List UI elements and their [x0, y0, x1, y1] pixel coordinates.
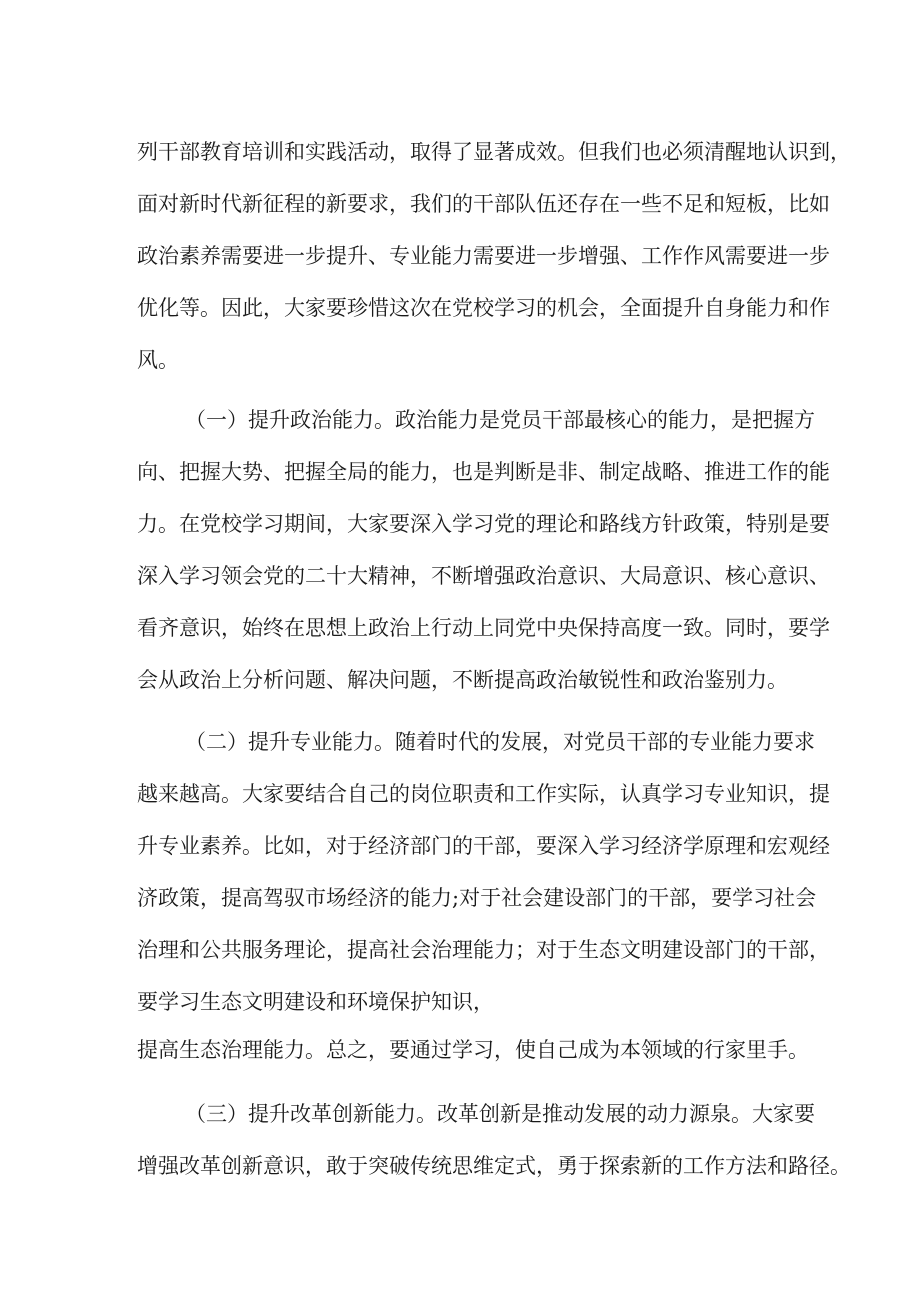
text-line: 治理和公共服务理论，提高社会治理能力；对于生态文明建设部门的干部， — [137, 938, 830, 962]
text-line: 深入学习领会党的二十大精神，不断增强政治意识、大局意识、核心意识、 — [137, 564, 830, 588]
text-line: 济政策，提高驾驭市场经济的能力;对于社会建设部门的干部，要学习社会 — [137, 886, 817, 910]
text-line: 看齐意识，始终在思想上政治上行动上同党中央保持高度一致。同时，要学 — [137, 616, 830, 640]
text-line: 提高生态治理能力。总之，要通过学习，使自己成为本领域的行家里手。 — [137, 1038, 809, 1062]
text-line: 风。 — [137, 348, 179, 372]
text-line: 力。在党校学习期间，大家要深入学习党的理论和路线方针政策，特别是要 — [137, 512, 830, 536]
text-line: 政治素养需要进一步提升、专业能力需要进一步增强、工作作风需要进一步 — [137, 244, 830, 268]
text-line: 面对新时代新征程的新要求，我们的干部队伍还存在一些不足和短板，比如 — [137, 192, 830, 216]
text-line: 越来越高。大家要结合自己的岗位职责和工作实际，认真学习专业知识，提 — [137, 782, 830, 806]
section-heading-line: （一）提升政治能力。政治能力是党员干部最核心的能力，是把握方 — [185, 408, 815, 432]
text-line: 向、把握大势、把握全局的能力，也是判断是非、制定战略、推进工作的能 — [137, 460, 830, 484]
text-line: 要学习生态文明建设和环境保护知识， — [137, 990, 494, 1014]
text-line: 增强改革创新意识，敢于突破传统思维定式，勇于探索新的工作方法和路径。 — [137, 1154, 851, 1178]
text-line: 列干部教育培训和实践活动，取得了显著成效。但我们也必须清醒地认识到， — [137, 140, 851, 164]
section-heading-line: （二）提升专业能力。随着时代的发展，对党员干部的专业能力要求 — [185, 730, 815, 754]
text-line: 优化等。因此，大家要珍惜这次在党校学习的机会，全面提升自身能力和作 — [137, 296, 830, 320]
text-line: 会从政治上分析问题、解决问题，不断提高政治敏锐性和政治鉴别力。 — [137, 668, 788, 692]
section-heading-line: （三）提升改革创新能力。改革创新是推动发展的动力源泉。大家要 — [185, 1102, 815, 1126]
text-line: 升专业素养。比如，对于经济部门的干部，要深入学习经济学原理和宏观经 — [137, 834, 830, 858]
